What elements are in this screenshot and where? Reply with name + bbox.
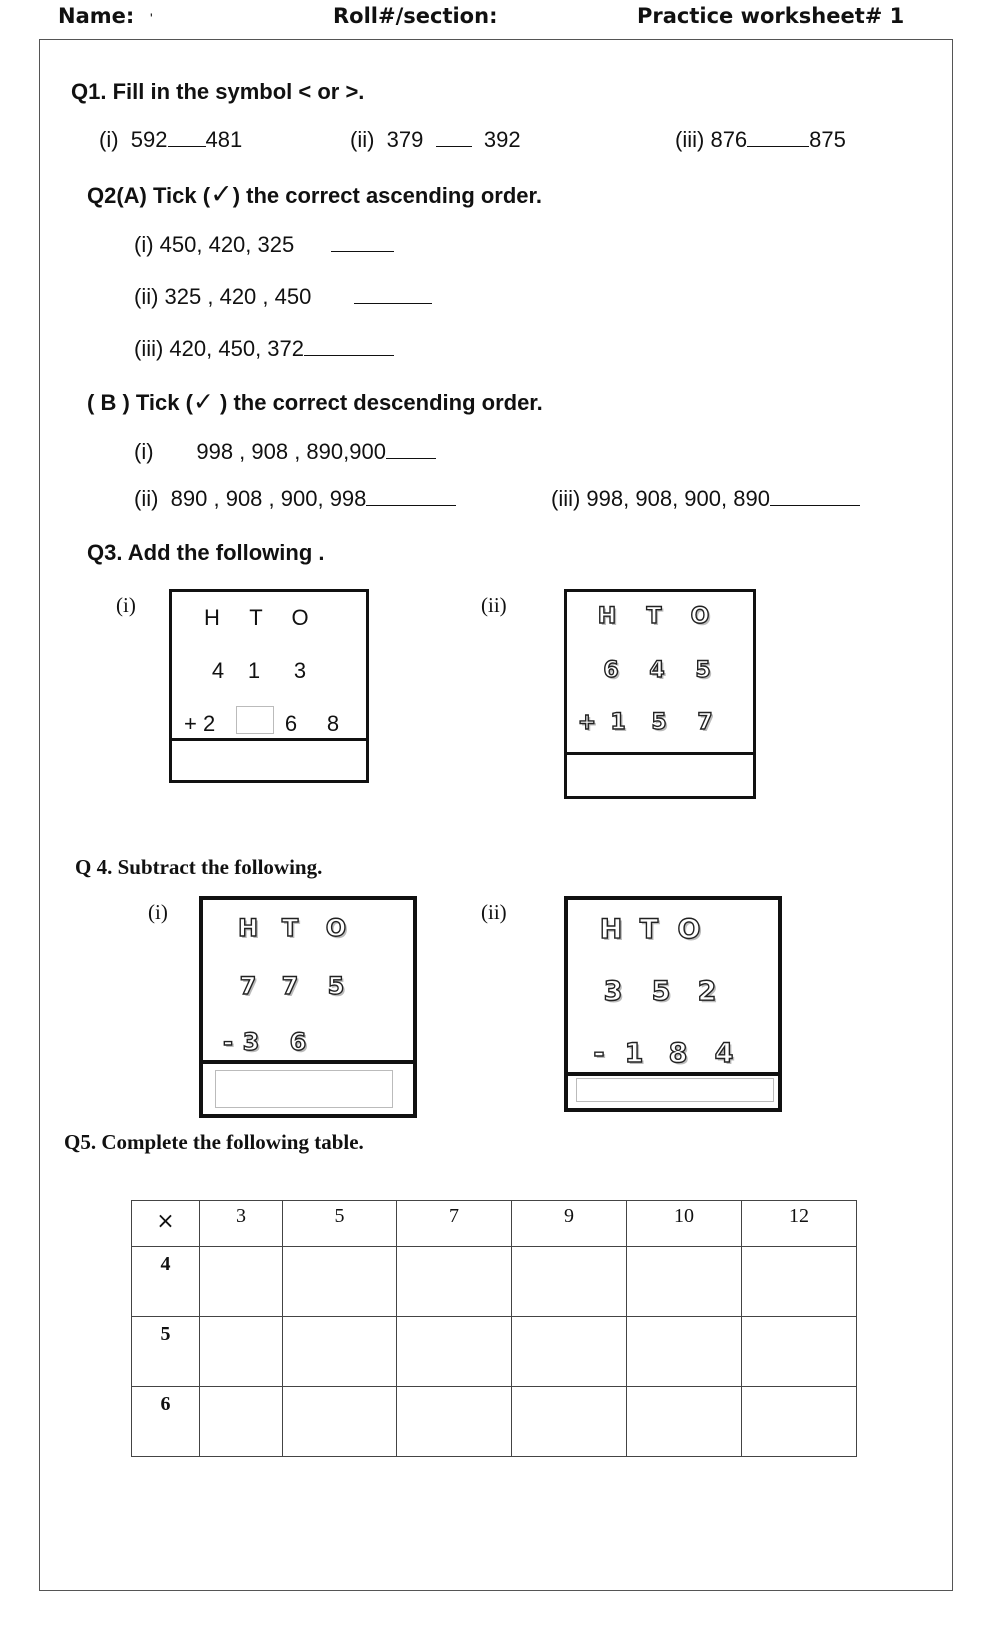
answer-cell[interactable]: [512, 1387, 627, 1457]
tens-header: T: [249, 605, 263, 630]
q2a-item-1-text: (i) 450, 420, 325: [134, 232, 295, 257]
table-row: [132, 1387, 857, 1457]
column-header: 7: [397, 1201, 512, 1247]
row-header: 6: [132, 1387, 200, 1457]
digit: 8: [326, 711, 340, 736]
answer-cell[interactable]: [627, 1317, 742, 1387]
q2a-title: [87, 179, 542, 210]
answer-cell[interactable]: [397, 1247, 512, 1317]
missing-digit-box[interactable]: [236, 706, 274, 734]
answer-area[interactable]: [573, 760, 747, 788]
digit: 6: [284, 711, 298, 736]
digit: 5: [651, 710, 667, 735]
answer-cell[interactable]: [283, 1317, 397, 1387]
q1-item-2-right: 392: [483, 127, 521, 152]
digit: 4: [211, 658, 225, 683]
plus-operator: +: [577, 710, 597, 735]
q1-item-1: [99, 127, 242, 153]
hundreds-header: H: [599, 914, 623, 945]
digit: 5: [695, 658, 711, 683]
q1-blank-1[interactable]: [168, 128, 206, 147]
q4-label-1: (i): [148, 900, 168, 924]
answer-cell[interactable]: [200, 1247, 283, 1317]
q2b-item-1-label: (i): [134, 439, 154, 464]
answer-cell[interactable]: [627, 1247, 742, 1317]
difference-line: [568, 1072, 778, 1076]
check-icon: ✓: [192, 388, 214, 416]
digit: 6: [603, 658, 619, 683]
table-row: [132, 1317, 857, 1387]
q1-item-1-right: 481: [205, 127, 243, 152]
digit: 1: [247, 658, 261, 683]
q2a-blank-3[interactable]: [304, 337, 394, 356]
q4-subtraction-box-2: [564, 896, 782, 1112]
sum-line: [567, 752, 753, 755]
q2b-item-3: [551, 486, 860, 512]
column-header: 3: [200, 1201, 283, 1247]
answer-cell[interactable]: [200, 1317, 283, 1387]
digit: 7: [697, 710, 713, 735]
difference-line: [203, 1060, 413, 1064]
q1-item-3: [675, 127, 846, 153]
name-label: Name:: [58, 4, 135, 28]
q1-item-1-label: (i): [99, 127, 119, 152]
times-symbol-cell: ×: [132, 1201, 200, 1247]
q2b-blank-2[interactable]: [366, 487, 456, 506]
q2a-item-3: [134, 336, 394, 362]
q1-item-2-left: 379: [386, 127, 424, 152]
q1-item-3-left: 876: [710, 127, 748, 152]
roll-section-label: Roll#/section:: [333, 4, 498, 28]
check-icon: ✓: [210, 179, 233, 209]
q2b-blank-3[interactable]: [770, 487, 860, 506]
plus-operator: + 2: [184, 711, 216, 736]
answer-cell[interactable]: [283, 1247, 397, 1317]
digit: 6: [289, 1028, 307, 1056]
column-header: 10: [627, 1201, 742, 1247]
answer-cell[interactable]: [397, 1387, 512, 1457]
tens-header: T: [639, 914, 659, 945]
q1-item-3-right: 875: [809, 127, 846, 152]
answer-cell[interactable]: [742, 1247, 857, 1317]
q1-item-1-left: 592: [130, 127, 168, 152]
column-header: 5: [283, 1201, 397, 1247]
digit: 8: [668, 1038, 688, 1069]
hundreds-header: H: [204, 605, 220, 630]
answer-cell[interactable]: [283, 1387, 397, 1457]
q2b-title: [87, 387, 543, 417]
q2a-item-1: [134, 232, 394, 258]
q2b-item-3-text: (iii) 998, 908, 900, 890: [551, 486, 770, 511]
q2b-item-2-text: 890 , 908 , 900, 998: [170, 486, 367, 511]
answer-cell[interactable]: [397, 1317, 512, 1387]
answer-area[interactable]: [215, 1070, 393, 1108]
row-header: 4: [132, 1247, 200, 1317]
q4-label-2: (ii): [481, 900, 507, 924]
multiplication-table: [131, 1200, 857, 1457]
ones-header: O: [677, 914, 701, 945]
answer-cell[interactable]: [200, 1387, 283, 1457]
q3-addition-box-1: [169, 589, 369, 783]
answer-cell[interactable]: [512, 1247, 627, 1317]
q3-addition-box-2: [564, 589, 756, 799]
digit: 3: [603, 976, 623, 1007]
ones-header: O: [325, 914, 347, 942]
q3-title: Q3. Add the following .: [87, 540, 325, 565]
q4-title: Q 4. Subtract the following.: [75, 855, 323, 879]
q5-title: Q5. Complete the following table.: [64, 1130, 364, 1154]
minus-operator: -: [593, 1038, 605, 1069]
digit: 2: [697, 976, 717, 1007]
digit: 1: [624, 1038, 644, 1069]
answer-cell[interactable]: [742, 1317, 857, 1387]
hundreds-header: H: [237, 914, 259, 942]
digit: 3: [242, 1028, 260, 1056]
q2b-item-1: [134, 439, 436, 465]
answer-cell[interactable]: [627, 1387, 742, 1457]
column-header: 9: [512, 1201, 627, 1247]
q1-blank-3[interactable]: [747, 128, 809, 147]
q3-label-2: (ii): [481, 593, 507, 617]
digit: 3: [293, 658, 307, 683]
name-mark: ': [150, 10, 153, 26]
q3-label-1: (i): [116, 593, 136, 617]
tens-header: T: [646, 604, 662, 629]
table-row: [132, 1247, 857, 1317]
q1-title: Q1. Fill in the symbol < or >.: [71, 79, 365, 104]
q2a-item-2-text: (ii) 325 , 420 , 450: [134, 284, 312, 309]
digit: 7: [281, 972, 299, 1000]
sum-line: [172, 738, 366, 741]
q2a-item-3-text: (iii) 420, 450, 372: [134, 336, 304, 361]
answer-area[interactable]: [180, 746, 358, 778]
q2a-item-2: [134, 284, 432, 310]
digit: 5: [651, 976, 671, 1007]
hundreds-header: H: [597, 604, 617, 629]
q2a-blank-1[interactable]: [331, 233, 394, 252]
digit: 1: [610, 710, 626, 735]
q1-item-3-label: (iii): [675, 127, 705, 152]
q4-subtraction-box-1: [199, 896, 417, 1118]
q2b-title-post: ) the correct descending order.: [213, 390, 543, 415]
ones-header: O: [690, 604, 710, 629]
q2b-blank-1[interactable]: [386, 440, 436, 459]
q2a-title-pre: Q2(A) Tick (: [87, 183, 211, 208]
digit: 4: [714, 1038, 734, 1069]
column-header: 12: [742, 1201, 857, 1247]
row-header: 5: [132, 1317, 200, 1387]
q2b-item-2-label: (ii): [134, 486, 159, 511]
q2b-item-1-text: 998 , 908 , 890,900: [196, 439, 386, 464]
q1-blank-2[interactable]: [436, 128, 472, 147]
tens-header: T: [281, 914, 299, 942]
table-header-row: [132, 1201, 857, 1247]
q2a-blank-2[interactable]: [354, 285, 432, 304]
ones-header: O: [291, 605, 309, 630]
q1-item-2: [350, 127, 521, 153]
minus-operator: -: [223, 1028, 233, 1056]
digit: 7: [239, 972, 257, 1000]
worksheet-title: Practice worksheet# 1: [637, 4, 905, 28]
answer-area[interactable]: [576, 1078, 774, 1102]
q1-item-2-label: (ii): [350, 127, 375, 152]
digit: 4: [649, 658, 665, 683]
answer-cell[interactable]: [512, 1317, 627, 1387]
q2b-item-2: [134, 486, 456, 512]
q2a-title-post: ) the correct ascending order.: [232, 183, 542, 208]
answer-cell[interactable]: [742, 1387, 857, 1457]
digit: 5: [327, 972, 345, 1000]
q2b-title-pre: ( B ) Tick (: [87, 390, 193, 415]
